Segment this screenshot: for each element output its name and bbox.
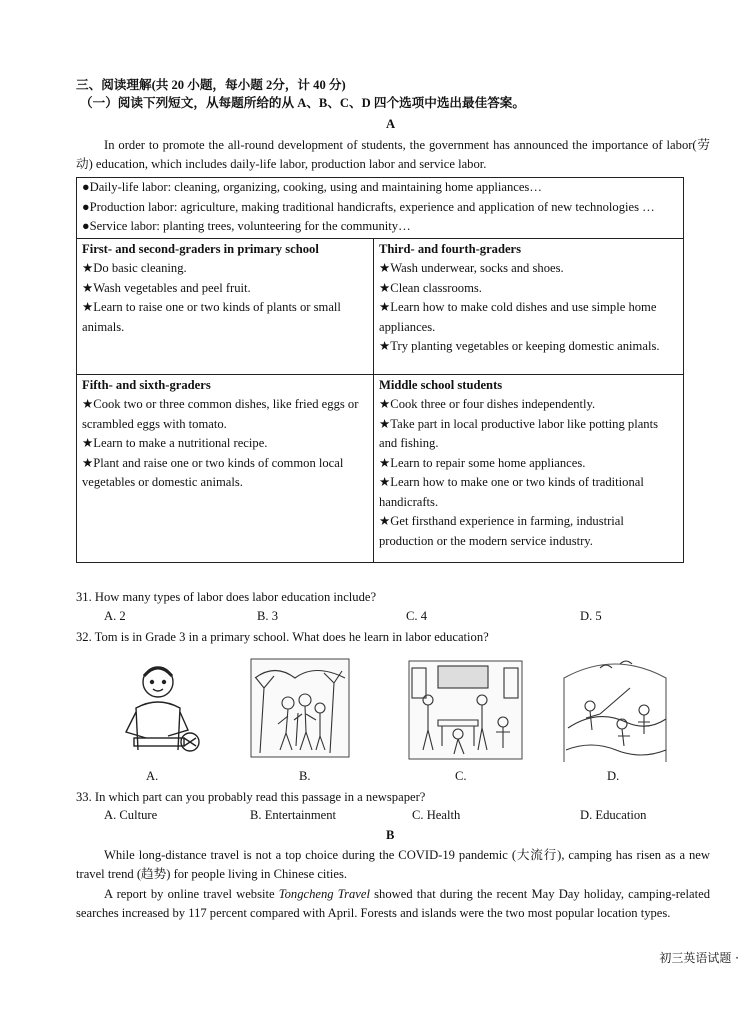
option-a: A. Culture	[104, 808, 158, 822]
option-b: B. Entertainment	[250, 808, 337, 822]
passage-b-letter: B	[386, 828, 395, 842]
group-cell	[374, 238, 684, 374]
website-name: Tongcheng Travel	[278, 887, 370, 901]
group-cell	[77, 238, 374, 374]
labor-table	[76, 177, 684, 563]
option-a: A. 2	[104, 609, 126, 623]
labor-type: ●Production labor: agriculture, making traditional handicrafts, experience and application of new technologies …	[82, 199, 655, 214]
passage-a-letter: A	[386, 117, 396, 131]
option-c: C. Health	[412, 808, 461, 822]
passage-b-paragraph-2: A report by online travel website Tongcheng Travel showed that during the recent May Day holiday, camping-related searches increased by 117 percent compared with April. Forests and islands were the two most popular location types.	[76, 887, 710, 920]
labor-type: ●Service labor: planting trees, volunteering for the community…	[82, 219, 411, 233]
instruction: （一）阅读下列短文，从每题所给的从 A、B、C、D 四个选项中选出最佳答案。	[80, 96, 525, 110]
boy-cooking-picture	[116, 660, 204, 760]
passage-a-intro: In order to promote the all-round development of students, the government has announced the importance of labor(劳动) education, which includes daily-life labor, production labor and service labor.	[76, 138, 710, 171]
option-d: D.	[607, 769, 620, 783]
question-32: 32. Tom is in Grade 3 in a primary school. What does he learn in labor education?	[76, 630, 489, 644]
section-title: 三、阅读理解(共 20 小题，每小题 2分，计 40 分)	[76, 78, 346, 92]
group-item: ★Wash vegetables and peel fruit.	[82, 280, 251, 295]
group-title: First- and second-graders in primary school	[82, 241, 319, 256]
group-item: ★Wash underwear, socks and shoes.	[379, 261, 564, 275]
planting-trees-picture	[250, 658, 350, 758]
labor-types-cell	[77, 178, 684, 239]
group-item: ★Plant and raise one or two kinds of common local vegetables or domestic animals.	[82, 455, 344, 489]
group-title: Middle school students	[379, 377, 503, 392]
group-title: Fifth- and sixth-graders	[82, 377, 211, 392]
group-item: ★Clean classrooms.	[379, 280, 482, 295]
group-item: ★Learn to make a nutritional recipe.	[82, 436, 268, 450]
labor-type: ●Daily-life labor: cleaning, organizing, cooking, using and maintaining home appliances…	[82, 180, 542, 194]
option-d: D. 5	[580, 609, 602, 623]
group-item: ★Take part in local productive labor like potting plants and fishing.	[379, 416, 658, 450]
group-item: ★Learn how to make cold dishes and use simple home appliances.	[379, 300, 657, 334]
option-d: D. Education	[580, 808, 647, 822]
group-item: ★Try planting vegetables or keeping domestic animals.	[379, 339, 660, 353]
option-b: B. 3	[257, 609, 278, 623]
classroom-cleaning-picture	[408, 660, 523, 760]
group-title: Third- and fourth-graders	[379, 241, 522, 256]
question-33: 33. In which part can you probably read this passage in a newspaper?	[76, 790, 426, 804]
group-cell	[77, 374, 374, 562]
question-31: 31. How many types of labor does labor education include?	[76, 590, 377, 604]
group-item: ★Do basic cleaning.	[82, 261, 187, 275]
group-item: ★Cook three or four dishes independently.	[379, 397, 596, 411]
option-b: B.	[299, 769, 311, 783]
group-item: ★Learn how to make one or two kinds of traditional handicrafts.	[379, 475, 644, 509]
passage-b-paragraph-1: While long-distance travel is not a top choice during the COVID-19 pandemic (大流行), camping has risen as a new travel trend (趋势) for people living in Chinese cities.	[76, 848, 710, 881]
group-item: ★Cook two or three common dishes, like fried eggs or scrambled eggs with tomato.	[82, 397, 359, 431]
option-a: A.	[146, 769, 159, 783]
group-cell	[374, 374, 684, 562]
option-c: C.	[455, 769, 467, 783]
group-item: ★Learn to raise one or two kinds of plants or small animals.	[82, 300, 341, 334]
option-c: C. 4	[406, 609, 427, 623]
page-footer: 初三英语试题 ·	[659, 951, 739, 965]
fishing-picture	[560, 658, 670, 763]
group-item: ★Learn to repair some home appliances.	[379, 455, 586, 470]
group-item: ★Get firsthand experience in farming, industrial production or the modern service industry.	[379, 514, 624, 548]
